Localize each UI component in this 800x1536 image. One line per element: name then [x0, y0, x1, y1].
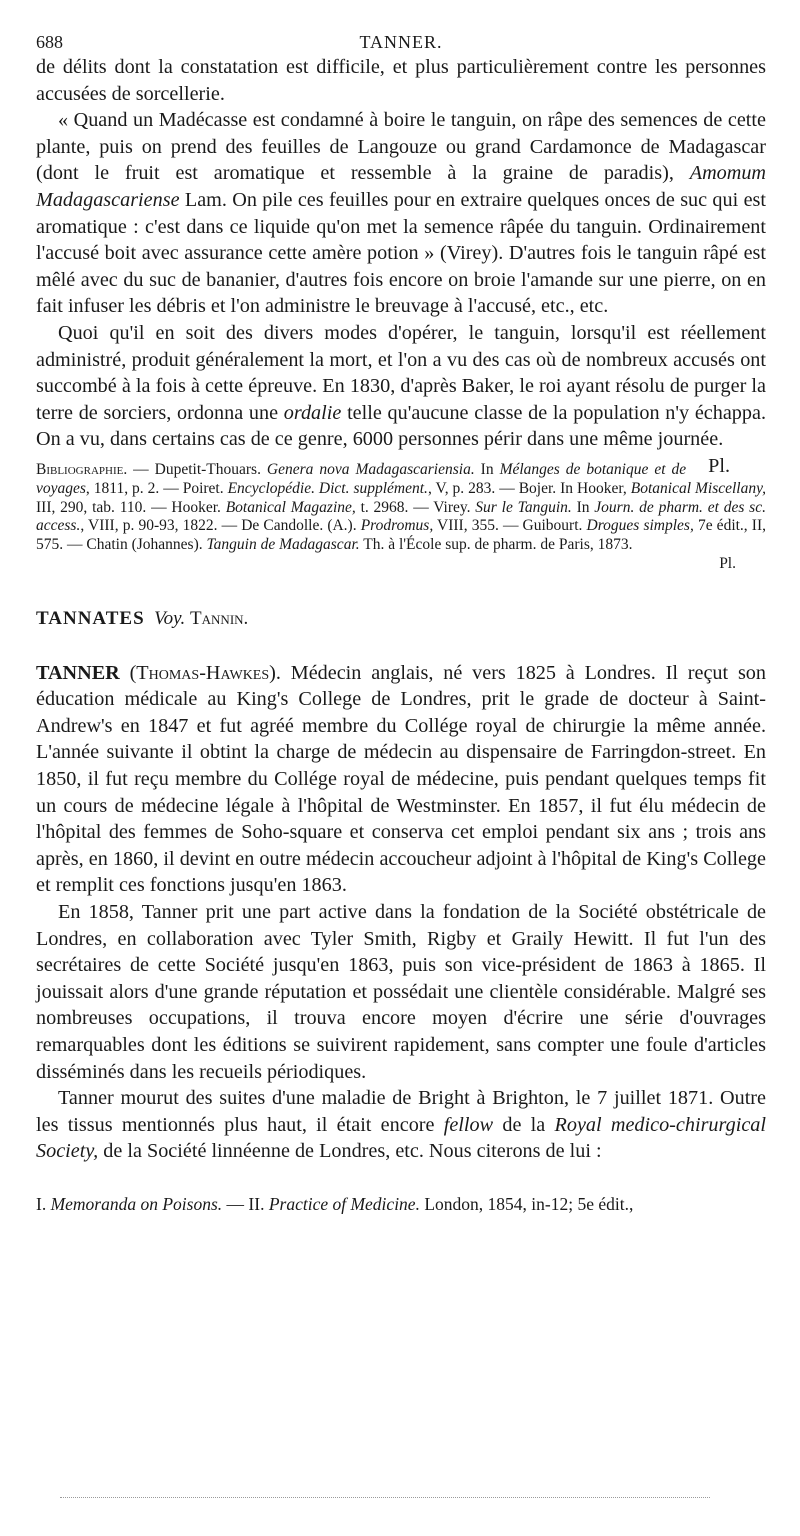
- page-number: 688: [36, 32, 63, 52]
- voy-label: Voy.: [154, 607, 186, 629]
- paragraph: En 1858, Tanner prit une part active dans la fondation de la Société obstétricale de Londres, en collaboration avec Tyler Smith, Rigby et Graily Hewitt. Il fut l'un des secrétaires de cette Société jusqu'en 1863, puis son vice-président de 1863 à 1865. Il jouissait alors d'une grande réputation et possédait une clientèle considérable. Malgré ses nombreuses occupations, il trouva encore moyen d'écrire une série d'ouvrages remarquables dont les éditions se suivirent rapidement, sans compter une foule d'articles disséminés dans les recueils périodiques.: [36, 901, 766, 1083]
- species-name: Amomum Madagascariense: [36, 162, 766, 211]
- paragraph: de délits dont la constatation est difficile, et plus particulièrement contre les personnes accusées de sorcellerie.: [36, 56, 766, 105]
- cross-reference-term: TANNATES: [36, 607, 145, 629]
- person-name: (Thomas-Hawkes).: [119, 661, 281, 684]
- paragraph: Tanner mourut des suites d'une maladie de Bright à Brighton, le 7 juillet 1871. Outre les tissus mentionnés plus haut, il était encore fellow de la Royal medico-chirurgical Society, de la Société linnéenne de Londres, etc. Nous citerons de lui :: [36, 1087, 766, 1163]
- bibliography: Bibliographie. — Dupetit-Thouars. Genera nova Madagascariensia. In Mélanges de botanique et de voyages, 1811, p. 2. — Poiret. Encyclopédie. Dict. supplément., V, p. 283. — Bojer. In Hooker, Botanical Miscellany, III, 290, tab. 110. — Hooker. Botanical Magazine, t. 2968. — Virey. Sur le Tanguin. In Journ. de pharm. et des sc. access., VIII, p. 90-93, 1822. — De Candolle. (A.). Prodromus, VIII, 355. — Guibourt. Drogues simples, 7e édit., II, 575. — Chatin (Johannes). Tanguin de Madagascar. Th. à l'École sup. de pharm. de Paris, 1873. Pl.: [36, 460, 767, 572]
- emphasis: ordalie: [283, 401, 342, 424]
- page: [36, 28, 766, 1215]
- paragraph: Quoi qu'il en soit des divers modes d'opérer, le tanguin, lorsqu'il est réellement administré, produit généralement la mort, et l'on a vu des cas où de nombreux accusés ont succombé à la fois à cette épreuve. En 1830, d'après Baker, le roi ayant résolu de purger la terre de sorciers, ordonna une ordalie telle qu'aucune classe de la population n'y échappa. On a vu, dans certains cas de ce genre, 6000 personnes périr dans une même journée. Pl.: [36, 320, 766, 453]
- work-title: Memoranda on Poisons.: [50, 1193, 223, 1214]
- cross-reference: [36, 608, 766, 630]
- page-title: TANNER.: [359, 32, 443, 52]
- paragraph: TANNER (Thomas-Hawkes). Médecin anglais, né vers 1825 à Londres. Il reçut son éducation médicale au King's College de Londres, prit le grade de docteur à Saint-Andrew's en 1847 et fut agréé membre du Collége royal de chirurgie la même année. L'année suivante il obtint la charge de médecin au dispensaire de Farringdon-street. En 1850, il fut reçu membre du Collége royal de médecine, puis pendant quelques temps fit un cours de médecine légale à l'hôpital de Westminster. En 1857, il fut élu médecin de l'hôpital des femmes de Soho-square et conserva cet emploi pendant six ans ; trois ans après, en 1860, il devint en outre médecin accoucheur adjoint à l'hôpital de King's College et remplit ces fonctions jusqu'en 1863.: [36, 661, 766, 897]
- running-head: [36, 28, 766, 54]
- headword: TANNER: [36, 661, 120, 684]
- author-signature: Pl.: [719, 554, 736, 572]
- work-title: Practice of Medicine.: [268, 1193, 420, 1214]
- paragraph: « Quand un Madécasse est condamné à boire le tanguin, on râpe des semences de cette plante, puis on prend des feuilles de Langouze ou grand Cardamonce de Madagascar (dont le fruit est aromatique et ressemble à la graine de paradis), Amomum Madagascariense Lam. On pile ces feuilles pour en extraire quelques onces de suc qui est aromatique : c'est dans ce liquide qu'on met la semence râpée du tanguin. Ordinairement l'accusé boit avec assurance cette amère potion » (Virey). D'autres fois le tanguin râpé est mêlé avec du suc de bananier, d'autres fois encore on broie l'amande sur une pierre, on en fait infuser les débris et l'on administre le breuvage à l'accusé, etc., etc.: [36, 109, 766, 318]
- footer-rule: [60, 1497, 710, 1498]
- cross-reference-target: Tannin.: [190, 607, 249, 629]
- bibliography-label: Bibliographie.: [36, 460, 128, 478]
- works-list: I. Memoranda on Poisons. — II. Practice of Medicine. London, 1854, in-12; 5e édit.,: [36, 1193, 634, 1214]
- author-signature: Pl.: [708, 454, 730, 477]
- tanner-entry: [36, 660, 766, 1165]
